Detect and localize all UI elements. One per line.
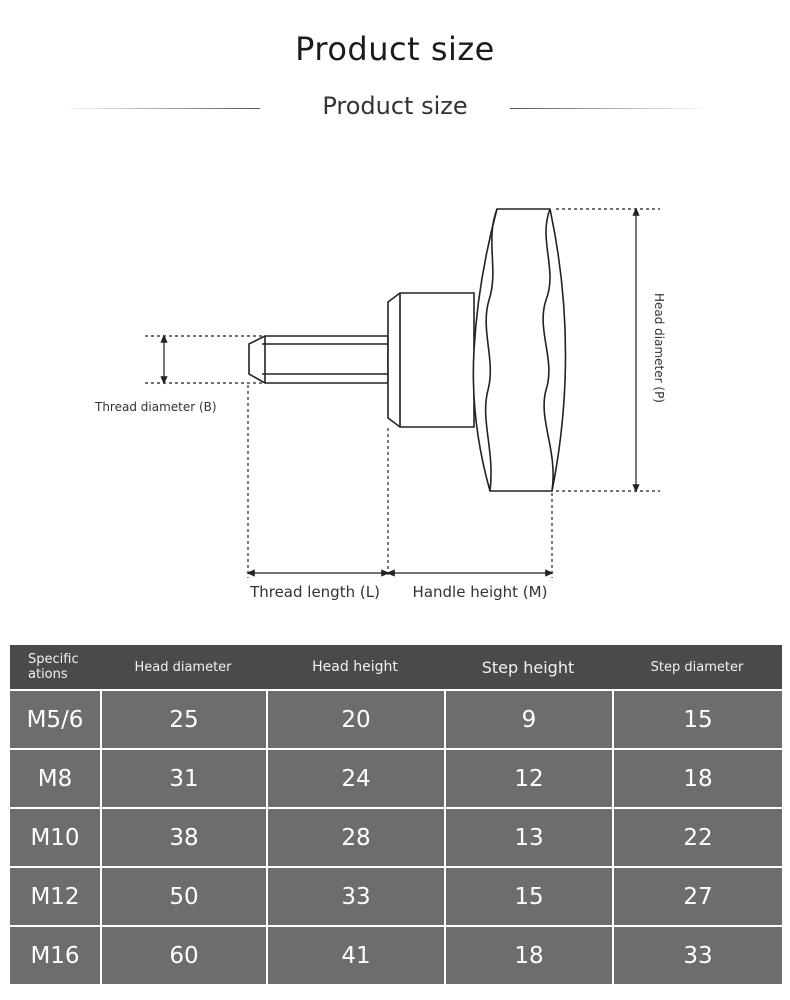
label-handle-height: Handle height (M) [412,583,548,601]
cell-step-height: 18 [444,925,612,984]
cell-step-height: 13 [444,807,612,866]
label-thread-diameter: Thread diameter (B) [95,400,217,414]
section-subtitle: Product size [322,92,468,120]
knob-head [473,209,565,491]
table-row [10,748,782,807]
step-collar [388,293,474,427]
table-header-row [10,645,782,691]
page-title: Product size [295,30,495,68]
table-row [10,925,782,984]
cell-step-diameter: 22 [612,807,782,866]
table-row [10,691,782,748]
cell-step-height: 12 [444,748,612,807]
header-head-diameter: Head diameter [100,645,266,691]
cell-step-height: 15 [444,866,612,925]
thread-shaft [249,336,388,383]
cell-head-diameter: 60 [100,925,266,984]
cell-head-diameter: 25 [100,691,266,748]
cell-head-diameter: 50 [100,866,266,925]
header-head-height: Head height [266,645,444,691]
cell-head-height: 28 [266,807,444,866]
cell-head-height: 20 [266,691,444,748]
header-step-height: Step height [444,645,612,691]
cell-head-height: 24 [266,748,444,807]
table-row [10,866,782,925]
spec-table [10,645,782,984]
cell-step-diameter: 33 [612,925,782,984]
header-specifications: Specific ations [10,645,100,691]
label-thread-length: Thread length (L) [250,583,380,601]
table-row [10,807,782,866]
cell-spec: M8 [10,748,100,807]
cell-spec: M10 [10,807,100,866]
cell-step-diameter: 18 [612,748,782,807]
cell-spec: M5/6 [10,691,100,748]
cell-spec: M12 [10,866,100,925]
cell-head-height: 41 [266,925,444,984]
header-step-diameter: Step diameter [612,645,782,691]
cell-head-diameter: 38 [100,807,266,866]
label-head-diameter: Head diameter (P) [652,292,666,404]
cell-head-height: 33 [266,866,444,925]
cell-spec: M16 [10,925,100,984]
cell-step-diameter: 15 [612,691,782,748]
cell-head-diameter: 31 [100,748,266,807]
cell-step-diameter: 27 [612,866,782,925]
cell-step-height: 9 [444,691,612,748]
